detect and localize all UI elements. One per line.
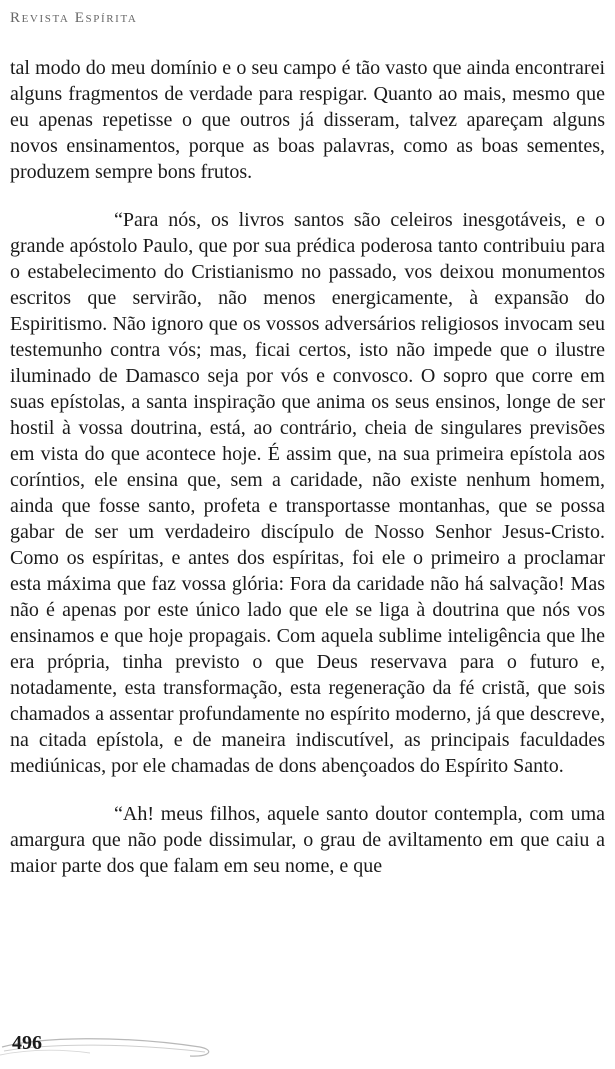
paragraph-2: “Para nós, os livros santos são celeiros inesgotáveis, e o grande apóstolo Paulo, que por sua prédica poderosa tanto contribuiu para o estabelecimento do Cristianismo no passado, vos deixou monumentos escritos que servirão, não menos energicamente, à expansão do Espiritismo. Não ignoro que os vossos adversários religiosos invocam seu testemunho contra vós; mas, ficai certos, isto não impede que o ilustre iluminado de Damasco seja por vós e convosco. O sopro que corre em suas epístolas, a santa inspiração que anima os seus ensinos, longe de ser hostil à vossa doutrina, está, ao contrário, cheia de singulares previsões em vista do que acontece hoje. É assim que, na sua primeira epístola aos coríntios, ele ensina que, sem a caridade, não existe nenhum homem, ainda que fosse santo, profeta e transportasse montanhas, que se possa gabar de ser um verdadeiro discípulo de Nosso Senhor Jesus-Cristo. Como os espíritas, e antes dos espíritas, foi ele o primeiro a proclamar esta máxima que faz vossa glória: Fora da caridade não há salvação! Mas não é apenas por este único lado que ele se liga à doutrina que nós vos ensinamos e que hoje propagais. Com aquela sublime inteligência que lhe era própria, tinha previsto o que Deus reservava para o futuro e, notadamente, esta transformação, esta regeneração da fé cristã, que sois chamados a assentar profundamente no espírito moderno, já que descreve, na citada epístola, e de maneira indiscutível, as principais faculdades mediúnicas, por ele chamadas de dons abençoados do Espírito Santo.: [10, 209, 605, 777]
running-header: Revista Espírita: [10, 10, 138, 26]
page-body: [10, 55, 605, 879]
page-number: 496: [12, 1032, 42, 1054]
page-footer: [0, 1025, 260, 1065]
paragraph-3: “Ah! meus filhos, aquele santo doutor contempla, com uma amargura que não pode dissimular, o grau de aviltamento em que caiu a maior parte dos que falam em seu nome, e que: [10, 803, 605, 877]
paragraph-1: tal modo do meu domínio e o seu campo é tão vasto que ainda encontrarei alguns fragmentos de verdade para respigar. Quanto ao mais, mesmo que eu apenas repetisse o que outros já disseram, talvez apareçam alguns novos ensinamentos, porque as boas palavras, como as boas sementes, produzem sempre bons frutos.: [10, 57, 605, 183]
